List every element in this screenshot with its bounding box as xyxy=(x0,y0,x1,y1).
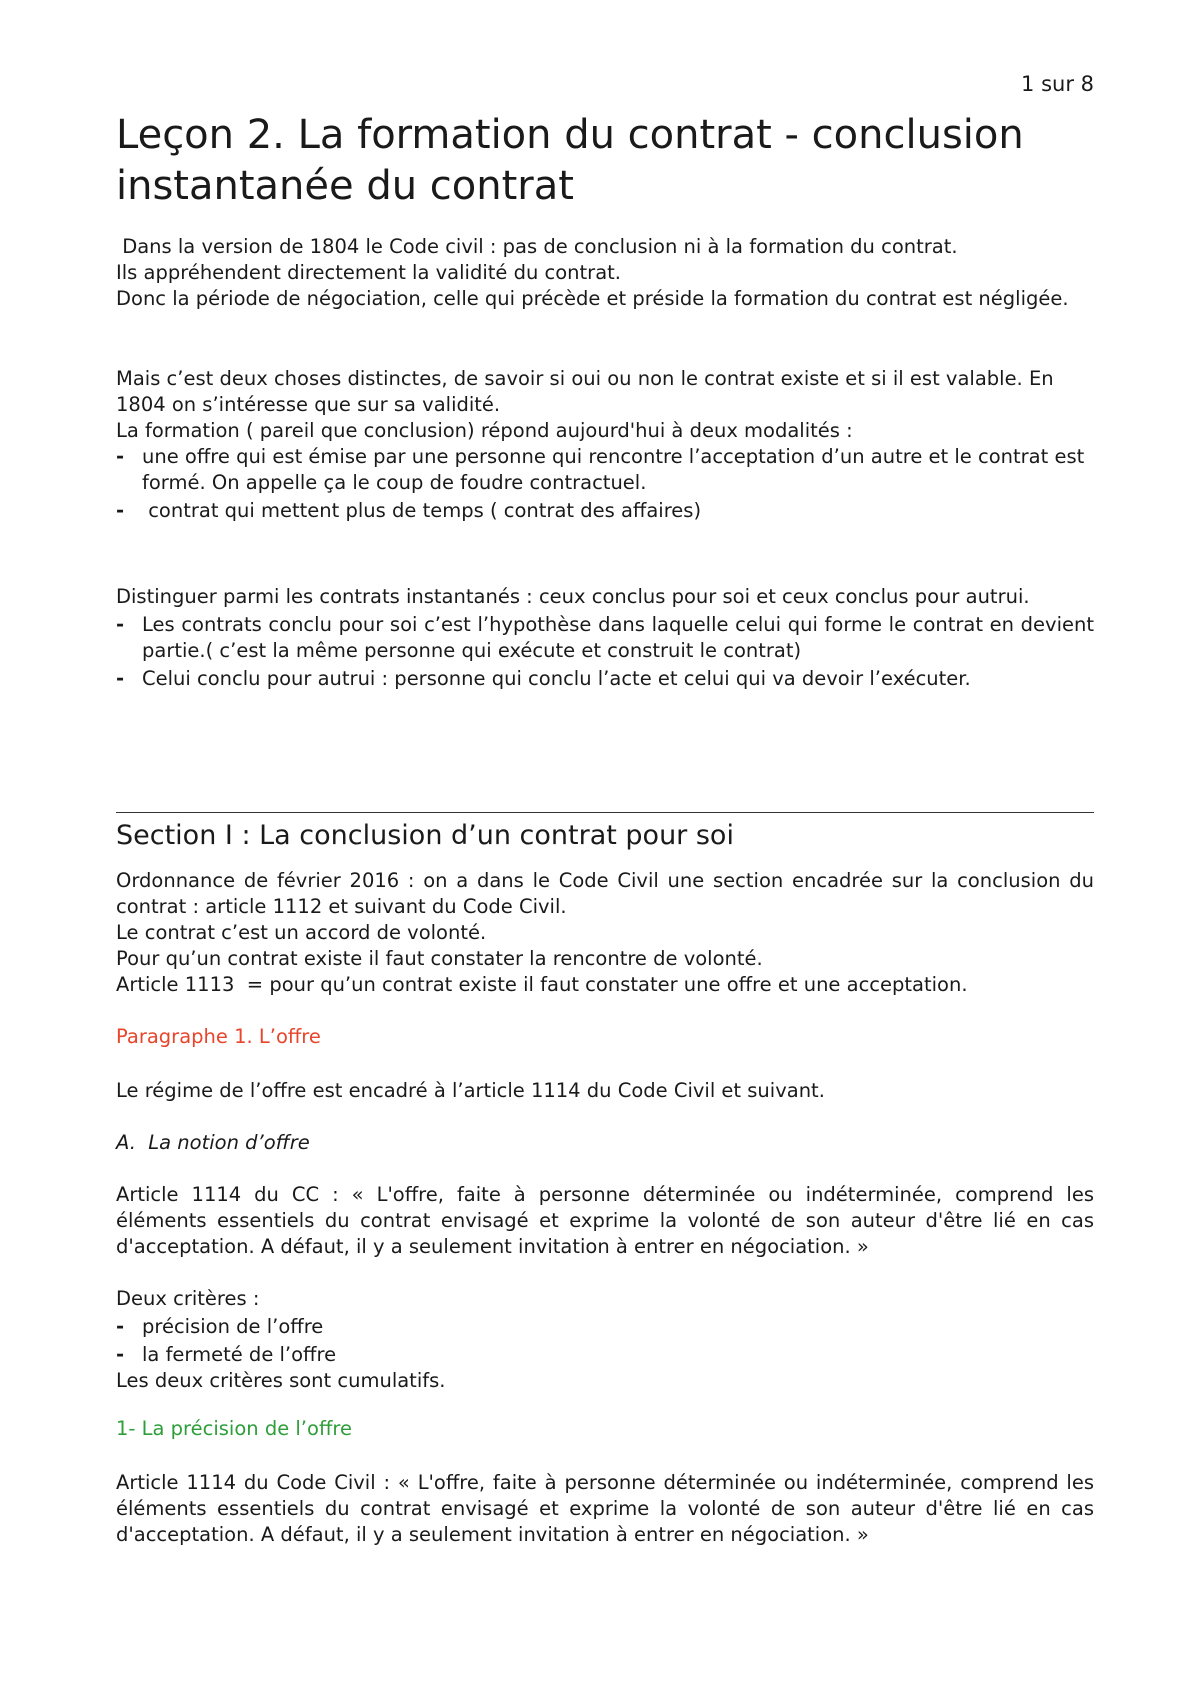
dash-bullet: - xyxy=(116,499,125,522)
intro-line-2: Ils appréhendent directement la validité du contrat. xyxy=(116,261,621,284)
subsection-title: A. La notion d’offre xyxy=(116,1131,310,1154)
intro-block xyxy=(116,234,1094,312)
section1-line-2: Le contrat c’est un accord de volonté. xyxy=(116,921,487,944)
section1-line-4: Article 1113 = pour qu’un contrat existe il faut constater une offre et une acceptation. xyxy=(116,973,968,996)
intro-line-1: Dans la version de 1804 le Code civil : pas de conclusion ni à la formation du contrat. xyxy=(116,235,958,258)
article-cc-quote: Article 1114 du CC : « L'offre, faite à personne déterminée ou indéterminée, comprend les éléments essentiels du contrat envisagé et exprime la volonté de son auteur d'être lié en cas d'acceptation. A défaut, il y a seulement invitation à entrer en négociation. » xyxy=(116,1183,1094,1258)
list-item xyxy=(116,1314,1094,1340)
document-page xyxy=(116,0,1094,1696)
distinctions-list xyxy=(116,612,1094,692)
article-code-civil-block xyxy=(116,1470,1094,1548)
section-divider xyxy=(116,812,1094,813)
list-item-text: Celui conclu pour autrui : personne qui conclu l’acte et celui qui va devoir l’exécuter. xyxy=(142,667,971,690)
article-code-civil-quote: Article 1114 du Code Civil : « L'offre, faite à personne déterminée ou indéterminée, comprend les éléments essentiels du contrat envisagé et exprime la volonté de son auteur d'être lié en cas d'acceptation. A défaut, il y a seulement invitation à entrer en négociation. » xyxy=(116,1471,1094,1546)
dash-bullet: - xyxy=(116,1315,125,1338)
list-item-text: contrat qui mettent plus de temps ( contrat des affaires) xyxy=(142,499,702,522)
paragraphe1-heading-block xyxy=(116,1024,1094,1050)
dash-bullet: - xyxy=(116,1343,125,1366)
ordonnance-text: Ordonnance de février 2016 : on a dans le Code Civil une section encadrée sur la conclusion du contrat : article 1112 et suivant du Code Civil. xyxy=(116,869,1094,918)
cumulatifs-text: Les deux critères sont cumulatifs. xyxy=(116,1369,446,1392)
page-title: Leçon 2. La formation du contrat - conclusion instantanée du contrat xyxy=(116,112,1024,209)
para3-text: Distinguer parmi les contrats instantanés : ceux conclus pour soi et ceux conclus pour autrui. xyxy=(116,585,1030,608)
para2-line-3: La formation ( pareil que conclusion) répond aujourd'hui à deux modalités : xyxy=(116,419,853,442)
para2-block xyxy=(116,366,1094,524)
list-item-text: précision de l’offre xyxy=(142,1315,324,1338)
section-title: Section I : La conclusion d’un contrat pour soi xyxy=(116,820,734,851)
regime-text: Le régime de l’offre est encadré à l’article 1114 du Code Civil et suivant. xyxy=(116,1079,825,1102)
article-cc-block xyxy=(116,1182,1094,1260)
list-item-text: une offre qui est émise par une personne qui rencontre l’acceptation d’un autre et le contrat est formé. On appelle ça le coup de foudre contractuel. xyxy=(142,445,1085,494)
paragraph-title: Paragraphe 1. L’offre xyxy=(116,1025,321,1048)
list-item xyxy=(116,1342,1094,1368)
para2-line-2: 1804 on s’intéresse que sur sa validité. xyxy=(116,393,501,416)
dash-bullet: - xyxy=(116,613,125,636)
list-item-text: la fermeté de l’offre xyxy=(142,1343,337,1366)
list-item xyxy=(116,666,1094,692)
list-item-text: Les contrats conclu pour soi c’est l’hypothèse dans laquelle celui qui forme le contrat en devient partie.( c’est la même personne qui exécute et construit le contrat) xyxy=(142,613,1094,662)
precision-heading-block xyxy=(116,1416,1094,1442)
dash-bullet: - xyxy=(116,667,125,690)
intro-line-3: Donc la période de négociation, celle qui précède et préside la formation du contrat est négligée. xyxy=(116,287,1069,310)
modalites-list xyxy=(116,444,1094,524)
section1-body xyxy=(116,868,1094,998)
list-item xyxy=(116,444,1094,496)
para2-line-1: Mais c’est deux choses distinctes, de savoir si oui ou non le contrat existe et si il est valable. En xyxy=(116,367,1054,390)
precision-title: 1- La précision de l’offre xyxy=(116,1417,352,1440)
list-item xyxy=(116,498,1094,524)
para3-block xyxy=(116,584,1094,692)
criteres-list xyxy=(116,1314,1094,1368)
list-item xyxy=(116,612,1094,664)
criteres-label: Deux critères : xyxy=(116,1287,260,1310)
regime-block xyxy=(116,1078,1094,1104)
criteres-block xyxy=(116,1286,1094,1394)
page-number: 1 sur 8 xyxy=(1021,72,1094,96)
notion-heading-block xyxy=(116,1130,1094,1156)
section1-line-3: Pour qu’un contrat existe il faut constater la rencontre de volonté. xyxy=(116,947,763,970)
dash-bullet: - xyxy=(116,445,125,468)
